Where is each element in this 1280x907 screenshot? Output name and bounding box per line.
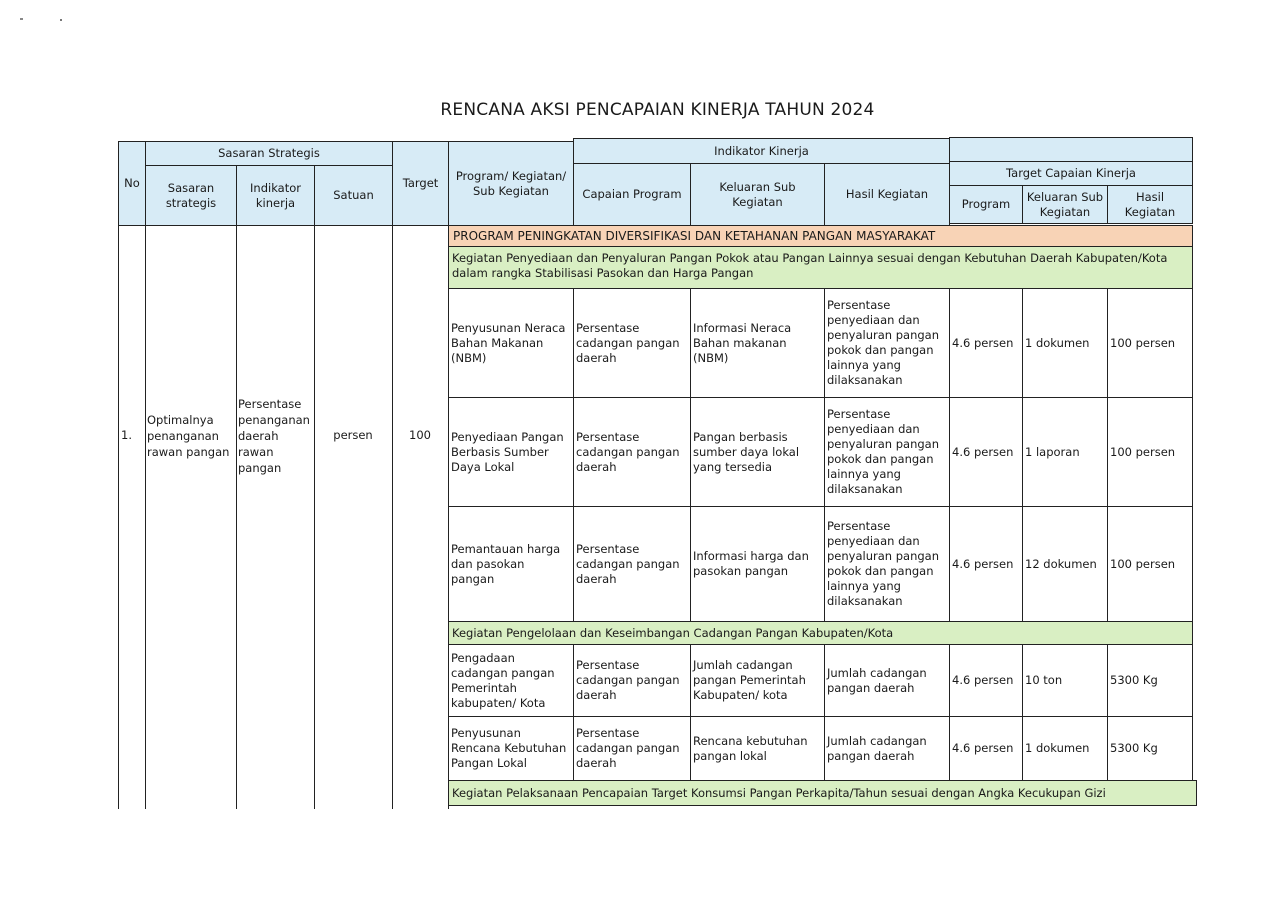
header-target: Target	[392, 141, 449, 226]
header-indikator: Indikator kinerja	[236, 165, 315, 226]
header-no: No	[118, 141, 146, 226]
target-keluaran-cell: 1 dokumen	[1022, 288, 1108, 398]
hasil-cell: Persentase penyediaan dan penyaluran pangan pokok dan pangan lainnya yang dilaksanakan	[824, 288, 950, 398]
header-sasaran-group: Sasaran Strategis	[145, 141, 393, 166]
program-title: PROGRAM PENINGKATAN DIVERSIFIKASI DAN KETAHANAN PANGAN MASYARAKAT	[448, 225, 1193, 247]
header-t-keluaran: Keluaran Sub Kegiatan	[1022, 185, 1108, 224]
keluaran-cell: Jumlah cadangan pangan Pemerintah Kabupaten/ kota	[690, 644, 825, 717]
keluaran-cell: Informasi harga dan pasokan pangan	[690, 506, 825, 622]
col-border	[314, 225, 315, 809]
target-keluaran-cell: 1 dokumen	[1022, 716, 1108, 781]
sub-kegiatan-cell: Penyediaan Pangan Berbasis Sumber Daya Lokal	[448, 397, 574, 507]
col-border	[392, 225, 393, 809]
page-title: RENCANA AKSI PENCAPAIAN KINERJA TAHUN 2024	[440, 100, 875, 120]
target-keluaran-cell: 10 ton	[1022, 644, 1108, 717]
hasil-cell: Jumlah cadangan pangan daerah	[824, 716, 950, 781]
keluaran-cell: Pangan berbasis sumber daya lokal yang tersedia	[690, 397, 825, 507]
kegiatan-title: Kegiatan Pengelolaan dan Keseimbangan Cadangan Pangan Kabupaten/Kota	[448, 621, 1193, 645]
indikator-kinerja-value: Persentase penanganan daerah rawan pangan	[238, 397, 310, 475]
hasil-cell: Persentase penyediaan dan penyaluran pangan pokok dan pangan lainnya yang dilaksanakan	[824, 506, 950, 622]
target-keluaran-cell: 1 laporan	[1022, 397, 1108, 507]
header-t-hasil: Hasil Kegiatan	[1107, 185, 1193, 224]
header-indikator-group: Indikator Kinerja	[573, 138, 950, 164]
scan-speck	[60, 19, 62, 21]
hasil-cell: Persentase penyediaan dan penyaluran pangan pokok dan pangan lainnya yang dilaksanakan	[824, 397, 950, 507]
target-hasil-cell: 100 persen	[1107, 397, 1193, 507]
col-border	[236, 225, 237, 809]
satuan-value: persen	[333, 428, 373, 442]
target-hasil-cell: 100 persen	[1107, 506, 1193, 622]
target-hasil-cell: 5300 Kg	[1107, 716, 1193, 781]
keluaran-cell: Informasi Neraca Bahan makanan (NBM)	[690, 288, 825, 398]
target-value: 100	[409, 428, 431, 442]
kegiatan-title: Kegiatan Penyediaan dan Penyaluran Pangan Pokok atau Pangan Lainnya sesuai dengan Kebutuhan Daerah Kabupaten/Kota dalam rangka Stabilisasi Pasokan dan Harga Pangan	[448, 246, 1193, 289]
target-program-cell: 4.6 persen	[949, 506, 1023, 622]
sub-kegiatan-cell: Penyusunan Rencana Kebutuhan Pangan Lokal	[448, 716, 574, 781]
target-program-cell: 4.6 persen	[949, 716, 1023, 781]
header-program: Program/ Kegiatan/ Sub Kegiatan	[448, 141, 574, 226]
capaian-program-cell: Persentase cadangan pangan daerah	[573, 716, 691, 781]
header-blank	[949, 137, 1193, 162]
target-hasil-cell: 5300 Kg	[1107, 644, 1193, 717]
keluaran-cell: Rencana kebutuhan pangan lokal	[690, 716, 825, 781]
header-keluaran-sub: Keluaran Sub Kegiatan	[690, 163, 825, 226]
header-hasil-kegiatan: Hasil Kegiatan	[824, 163, 950, 226]
sub-kegiatan-cell: Pengadaan cadangan pangan Pemerintah kabupaten/ Kota	[448, 644, 574, 717]
header-t-program: Program	[949, 185, 1023, 224]
capaian-program-cell: Persentase cadangan pangan daerah	[573, 397, 691, 507]
capaian-program-cell: Persentase cadangan pangan daerah	[573, 644, 691, 717]
col-border	[118, 225, 119, 809]
sub-kegiatan-cell: Pemantauan harga dan pasokan pangan	[448, 506, 574, 622]
header-capaian-program: Capaian Program	[573, 163, 691, 226]
target-program-cell: 4.6 persen	[949, 644, 1023, 717]
capaian-program-cell: Persentase cadangan pangan daerah	[573, 288, 691, 398]
sasaran-strategis-value: Optimalnya penanganan rawan pangan	[147, 413, 230, 459]
header-sasaran: Sasaran strategis	[145, 165, 237, 226]
hasil-cell: Jumlah cadangan pangan daerah	[824, 644, 950, 717]
scan-speck	[20, 18, 23, 20]
kegiatan-title: Kegiatan Pelaksanaan Pencapaian Target Konsumsi Pangan Perkapita/Tahun sesuai dengan Angka Kecukupan Gizi	[448, 780, 1197, 806]
col-border	[145, 225, 146, 809]
row-no: 1.	[121, 428, 132, 442]
header-target-group: Target Capaian Kinerja	[949, 161, 1193, 186]
header-satuan: Satuan	[314, 165, 393, 226]
target-program-cell: 4.6 persen	[949, 397, 1023, 507]
capaian-program-cell: Persentase cadangan pangan daerah	[573, 506, 691, 622]
target-keluaran-cell: 12 dokumen	[1022, 506, 1108, 622]
target-hasil-cell: 100 persen	[1107, 288, 1193, 398]
sub-kegiatan-cell: Penyusunan Neraca Bahan Makanan (NBM)	[448, 288, 574, 398]
target-program-cell: 4.6 persen	[949, 288, 1023, 398]
